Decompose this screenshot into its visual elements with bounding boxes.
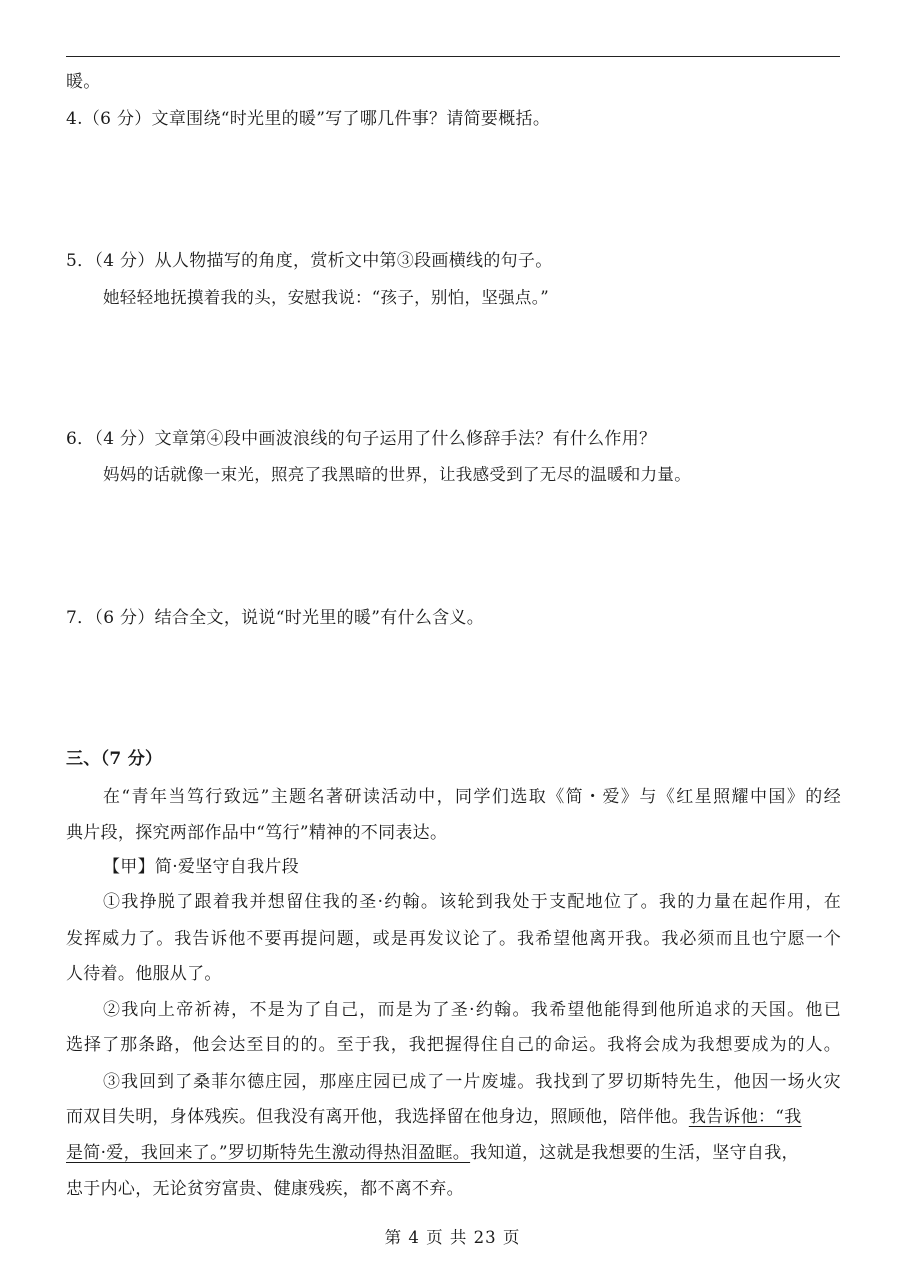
paragraph-3-line-3-plain: 我知道，这就是我想要的生活，坚守自我， (470, 1143, 799, 1163)
paragraph-1-line-1: ①我挣脱了跟着我并想留住我的圣·约翰。该轮到我处于支配地位了。我的力量在起作用，在 (103, 892, 841, 912)
excerpt-title: 【甲】简·爱坚守自我片段 (103, 857, 300, 877)
paragraph-3-line-4: 忠于内心，无论贫穷富贵、健康残疾，都不离不弃。 (66, 1179, 464, 1199)
intro-line-1: 在“青年当笃行致远”主题名著研读活动中，同学们选取《简・爱》与《红星照耀中国》的经 (103, 787, 841, 807)
intro-line-2: 典片段，探究两部作品中“笃行”精神的不同表达。 (66, 823, 448, 843)
paragraph-3-line-2 (66, 1106, 841, 1128)
paragraph-1-line-3: 人待着。他服从了。 (66, 964, 222, 984)
question-4: 4.（6 分）文章围绕“时光里的暖”写了哪几件事？请简要概括。 (66, 109, 551, 129)
question-6: 6．（4 分）文章第④段中画波浪线的句子运用了什么修辞手法？有什么作用？ (66, 429, 657, 449)
carry-over-text: 暖。 (66, 72, 101, 92)
paragraph-3-line-3 (66, 1142, 841, 1164)
paragraph-3-line-1: ③我回到了桑菲尔德庄园，那座庄园已成了一片废墟。我找到了罗切斯特先生，他因一场火灾 (103, 1072, 841, 1092)
underlined-sentence-part-2: 是简·爱，我回来了。”罗切斯特先生激动得热泪盈眶。 (66, 1143, 471, 1163)
question-5: 5．（4 分）从人物描写的角度，赏析文中第③段画横线的句子。 (66, 251, 553, 271)
paragraph-1-line-2: 发挥威力了。我告诉他不要再提问题，或是再发议论了。我希望他离开我。我必须而且也宁愿一个 (66, 929, 841, 949)
question-6-quote: 妈妈的话就像一束光，照亮了我黑暗的世界，让我感受到了无尽的温暖和力量。 (103, 465, 691, 484)
page-footer: 第 4 页 共 23 页 (384, 1228, 521, 1247)
paragraph-2-line-2: 选择了那条路，他会达至目的的。至于我，我把握得住自己的命运。我将会成为我想要成为的人。 (66, 1035, 841, 1055)
underlined-sentence-part-1: 我告诉他：“我 (688, 1107, 802, 1127)
question-7: 7．（6 分）结合全文，说说“时光里的暖”有什么含义。 (66, 608, 485, 628)
paragraph-2-line-1: ②我向上帝祈祷，不是为了自己，而是为了圣·约翰。我希望他能得到他所追求的天国。他已 (103, 1000, 841, 1020)
question-5-quote: 她轻轻地抚摸着我的头，安慰我说：“孩子，别怕，坚强点。” (103, 288, 550, 307)
section-heading: 三、（7 分） (66, 749, 163, 769)
paragraph-3-line-2-plain: 而双目失明，身体残疾。但我没有离开他，我选择留在他身边，照顾他，陪伴他。 (66, 1107, 689, 1127)
header-rule (66, 56, 840, 57)
